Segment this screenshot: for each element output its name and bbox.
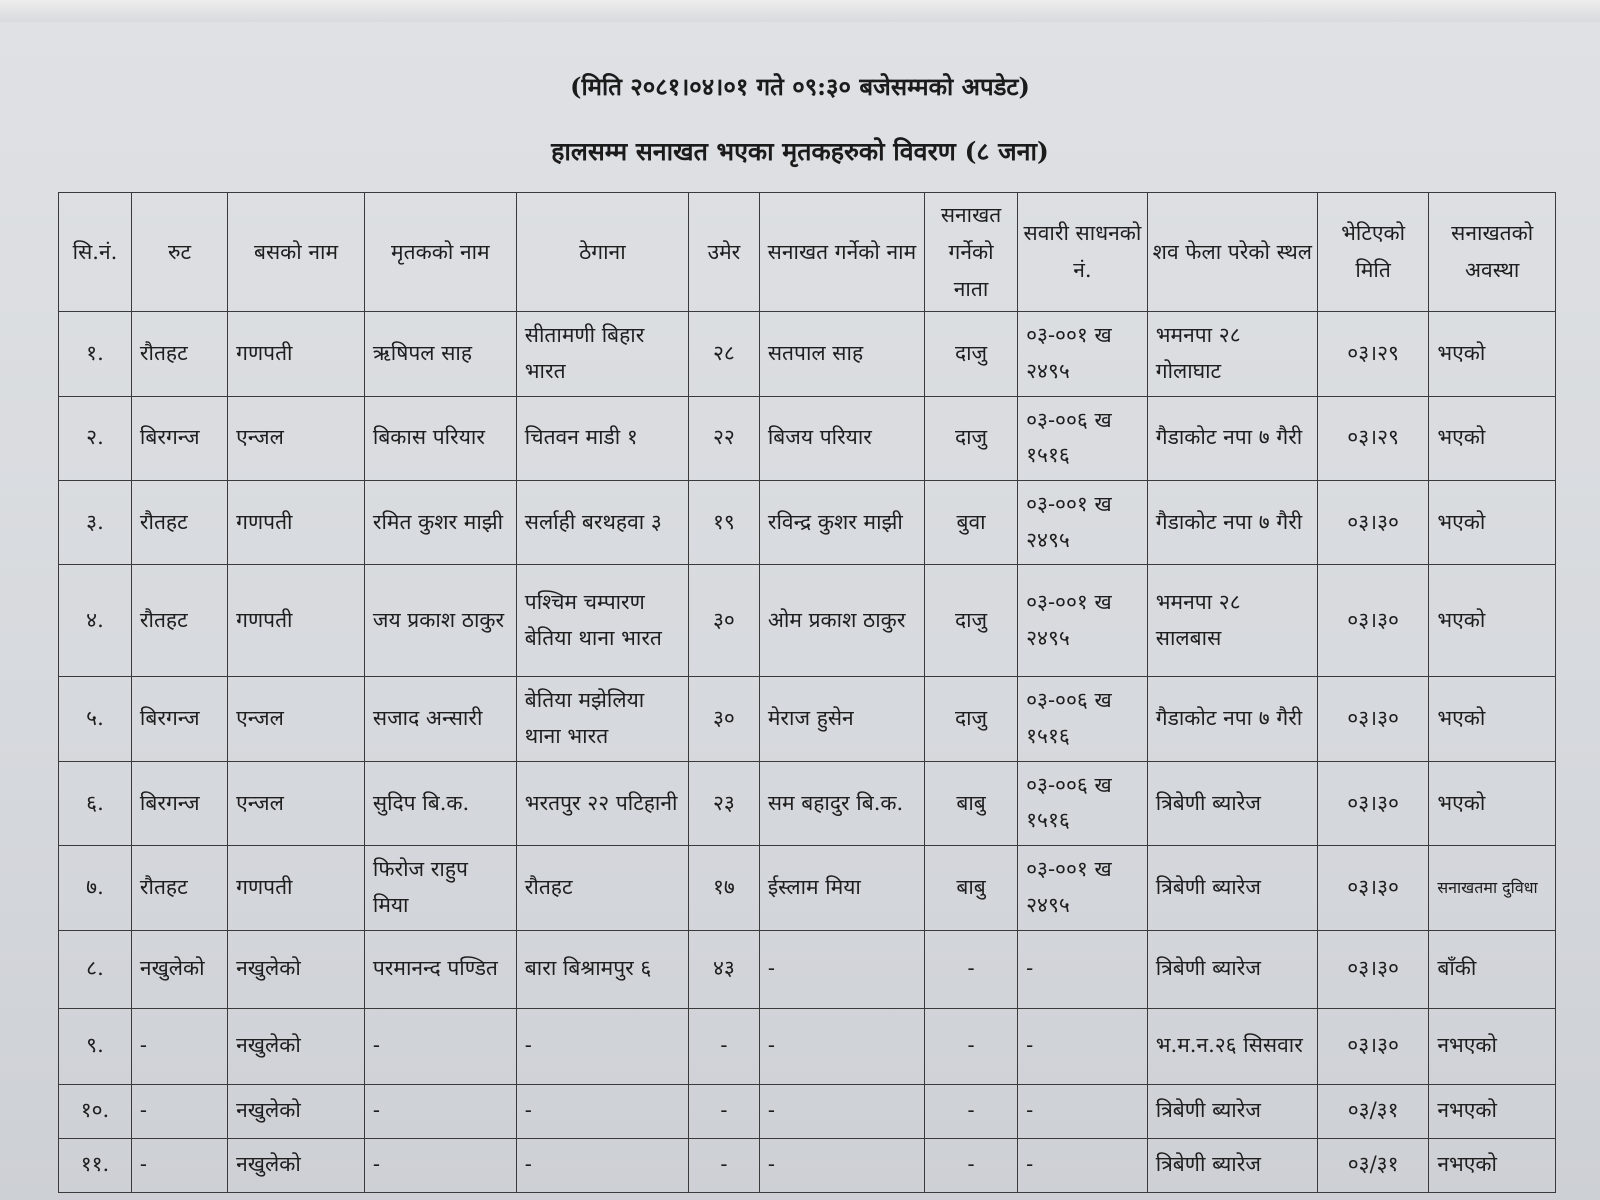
cell-address: सीतामणी बिहार भारत: [516, 312, 688, 396]
cell-address: चितवन माडी १: [516, 396, 688, 480]
cell-relation: दाजु: [924, 396, 1017, 480]
cell-date: ०३।२९: [1317, 396, 1428, 480]
cell-relation: बाबु: [924, 846, 1017, 930]
cell-route: रौतहट: [131, 565, 227, 677]
cell-address: भरतपुर २२ पटिहानी: [516, 761, 688, 845]
cell-sn: ११.: [59, 1138, 132, 1192]
cell-relation: दाजु: [924, 312, 1017, 396]
cell-status: भएको: [1429, 312, 1556, 396]
cell-place: त्रिबेणी ब्यारेज: [1147, 930, 1317, 1008]
cell-place: त्रिबेणी ब्यारेज: [1147, 846, 1317, 930]
col-header-date: भेटिएको मिति: [1317, 193, 1428, 312]
cell-status: सनाखतमा दुविधा: [1429, 846, 1556, 930]
cell-route: -: [131, 1138, 227, 1192]
cell-date: ०३/३१: [1317, 1138, 1428, 1192]
cell-vehicle: ०३-००६ ख १५१६: [1018, 761, 1148, 845]
col-header-sn: सि.नं.: [59, 193, 132, 312]
cell-name: -: [364, 1008, 516, 1084]
cell-vehicle: ०३-००१ ख २४९५: [1018, 481, 1148, 565]
cell-identifier: -: [759, 1138, 924, 1192]
table-row: [59, 565, 1556, 677]
cell-address: पश्चिम चम्पारण बेतिया थाना भारत: [516, 565, 688, 677]
cell-identifier: -: [759, 1084, 924, 1138]
cell-status: भएको: [1429, 677, 1556, 761]
col-header-vehicle: सवारी साधनको नं.: [1018, 193, 1148, 312]
cell-identifier: -: [759, 930, 924, 1008]
cell-sn: ६.: [59, 761, 132, 845]
cell-date: ०३।३०: [1317, 481, 1428, 565]
cell-vehicle: -: [1018, 930, 1148, 1008]
cell-status: नभएको: [1429, 1084, 1556, 1138]
col-header-identifier: सनाखत गर्नेको नाम: [759, 193, 924, 312]
cell-place: भमनपा २८ गोलाघाट: [1147, 312, 1317, 396]
col-header-route: रुट: [131, 193, 227, 312]
cell-age: -: [688, 1084, 759, 1138]
table-row: [59, 1138, 1556, 1192]
cell-vehicle: ०३-००६ ख १५१६: [1018, 396, 1148, 480]
col-header-address: ठेगाना: [516, 193, 688, 312]
page-top-edge: [0, 0, 1600, 22]
cell-name: -: [364, 1138, 516, 1192]
cell-place: भ.म.न.२६ सिसवार: [1147, 1008, 1317, 1084]
cell-age: -: [688, 1008, 759, 1084]
cell-age: २३: [688, 761, 759, 845]
cell-status: बाँकी: [1429, 930, 1556, 1008]
cell-relation: -: [924, 930, 1017, 1008]
cell-sn: ८.: [59, 930, 132, 1008]
table-row: [59, 481, 1556, 565]
page-title: हालसम्म सनाखत भएका मृतकहरुको विवरण (८ जना): [551, 137, 1049, 166]
cell-place: भमनपा २८ सालबास: [1147, 565, 1317, 677]
cell-address: सर्लाही बरथहवा ३: [516, 481, 688, 565]
cell-sn: ७.: [59, 846, 132, 930]
cell-date: ०३।३०: [1317, 846, 1428, 930]
cell-vehicle: ०३-००१ ख २४९५: [1018, 312, 1148, 396]
cell-identifier: रविन्द्र कुशर माझी: [759, 481, 924, 565]
cell-identifier: मेराज हुसेन: [759, 677, 924, 761]
col-header-place: शव फेला परेको स्थल: [1147, 193, 1317, 312]
cell-age: -: [688, 1138, 759, 1192]
cell-bus: एन्जल: [228, 396, 365, 480]
cell-place: गैडाकोट नपा ७ गैरी: [1147, 677, 1317, 761]
cell-place: गैडाकोट नपा ७ गैरी: [1147, 481, 1317, 565]
cell-bus: एन्जल: [228, 677, 365, 761]
col-header-age: उमेर: [688, 193, 759, 312]
cell-address: -: [516, 1084, 688, 1138]
cell-status: नभएको: [1429, 1008, 1556, 1084]
cell-name: रमित कुशर माझी: [364, 481, 516, 565]
table-row: [59, 312, 1556, 396]
cell-date: ०३।३०: [1317, 565, 1428, 677]
cell-vehicle: -: [1018, 1008, 1148, 1084]
cell-bus: नखुलेको: [228, 1138, 365, 1192]
cell-name: सजाद अन्सारी: [364, 677, 516, 761]
cell-route: नखुलेको: [131, 930, 227, 1008]
cell-age: १९: [688, 481, 759, 565]
cell-date: ०३।२९: [1317, 312, 1428, 396]
cell-name: बिकास परियार: [364, 396, 516, 480]
cell-relation: -: [924, 1138, 1017, 1192]
table-row: [59, 1084, 1556, 1138]
cell-identifier: -: [759, 1008, 924, 1084]
cell-vehicle: ०३-००६ ख १५१६: [1018, 677, 1148, 761]
cell-relation: दाजु: [924, 565, 1017, 677]
cell-route: -: [131, 1084, 227, 1138]
cell-age: ३०: [688, 677, 759, 761]
table-row: [59, 761, 1556, 845]
col-header-relation: सनाखत गर्नेको नाता: [924, 193, 1017, 312]
cell-bus: नखुलेको: [228, 930, 365, 1008]
cell-date: ०३।३०: [1317, 930, 1428, 1008]
cell-sn: ४.: [59, 565, 132, 677]
table-row: [59, 846, 1556, 930]
cell-sn: ९.: [59, 1008, 132, 1084]
cell-bus: गणपती: [228, 312, 365, 396]
cell-date: ०३।३०: [1317, 1008, 1428, 1084]
cell-bus: गणपती: [228, 565, 365, 677]
cell-age: ३०: [688, 565, 759, 677]
cell-age: १७: [688, 846, 759, 930]
cell-route: बिरगन्ज: [131, 396, 227, 480]
cell-address: बारा बिश्रामपुर ६: [516, 930, 688, 1008]
cell-route: -: [131, 1008, 227, 1084]
cell-status: भएको: [1429, 761, 1556, 845]
table-header-row: [59, 193, 1556, 312]
cell-name: सुदिप बि.क.: [364, 761, 516, 845]
cell-vehicle: ०३-००१ ख २४९५: [1018, 565, 1148, 677]
cell-bus: गणपती: [228, 846, 365, 930]
cell-name: परमानन्द पण्डित: [364, 930, 516, 1008]
cell-sn: ५.: [59, 677, 132, 761]
cell-relation: दाजु: [924, 677, 1017, 761]
cell-bus: एन्जल: [228, 761, 365, 845]
cell-bus: नखुलेको: [228, 1084, 365, 1138]
cell-relation: बुवा: [924, 481, 1017, 565]
table-row: [59, 1008, 1556, 1084]
cell-address: -: [516, 1008, 688, 1084]
cell-date: ०३।३०: [1317, 677, 1428, 761]
cell-vehicle: -: [1018, 1138, 1148, 1192]
cell-address: रौतहट: [516, 846, 688, 930]
cell-name: फिरोज राहुप मिया: [364, 846, 516, 930]
cell-bus: गणपती: [228, 481, 365, 565]
cell-identifier: सतपाल साह: [759, 312, 924, 396]
cell-status: भएको: [1429, 565, 1556, 677]
cell-place: त्रिबेणी ब्यारेज: [1147, 761, 1317, 845]
cell-status: नभएको: [1429, 1138, 1556, 1192]
cell-relation: -: [924, 1084, 1017, 1138]
cell-vehicle: -: [1018, 1084, 1148, 1138]
cell-route: बिरगन्ज: [131, 761, 227, 845]
cell-route: रौतहट: [131, 312, 227, 396]
cell-age: २२: [688, 396, 759, 480]
col-header-status: सनाखतको अवस्था: [1429, 193, 1556, 312]
cell-route: बिरगन्ज: [131, 677, 227, 761]
cell-sn: १.: [59, 312, 132, 396]
table-row: [59, 930, 1556, 1008]
cell-relation: बाबु: [924, 761, 1017, 845]
cell-route: रौतहट: [131, 481, 227, 565]
col-header-name: मृतकको नाम: [364, 193, 516, 312]
cell-identifier: बिजय परियार: [759, 396, 924, 480]
cell-identifier: सम बहादुर बि.क.: [759, 761, 924, 845]
cell-place: त्रिबेणी ब्यारेज: [1147, 1084, 1317, 1138]
cell-relation: -: [924, 1008, 1017, 1084]
cell-name: जय प्रकाश ठाकुर: [364, 565, 516, 677]
cell-date: ०३।३०: [1317, 761, 1428, 845]
cell-age: २८: [688, 312, 759, 396]
col-header-bus: बसको नाम: [228, 193, 365, 312]
cell-sn: ३.: [59, 481, 132, 565]
cell-sn: १०.: [59, 1084, 132, 1138]
cell-route: रौतहट: [131, 846, 227, 930]
cell-age: ४३: [688, 930, 759, 1008]
cell-bus: नखुलेको: [228, 1008, 365, 1084]
table-row: [59, 677, 1556, 761]
cell-date: ०३/३१: [1317, 1084, 1428, 1138]
cell-identifier: ओम प्रकाश ठाकुर: [759, 565, 924, 677]
cell-place: गैडाकोट नपा ७ गैरी: [1147, 396, 1317, 480]
cell-place: त्रिबेणी ब्यारेज: [1147, 1138, 1317, 1192]
cell-address: -: [516, 1138, 688, 1192]
cell-sn: २.: [59, 396, 132, 480]
cell-vehicle: ०३-००१ ख २४९५: [1018, 846, 1148, 930]
cell-identifier: ईस्लाम मिया: [759, 846, 924, 930]
cell-name: ऋषिपल साह: [364, 312, 516, 396]
cell-name: -: [364, 1084, 516, 1138]
cell-address: बेतिया मझेलिया थाना भारत: [516, 677, 688, 761]
deceased-details-table: [58, 192, 1556, 1193]
table-row: [59, 396, 1556, 480]
update-line: (मिति २०८१।०४।०१ गते ०९:३० बजेसम्मको अपडेट): [570, 72, 1030, 101]
document-page: [0, 22, 1600, 1200]
cell-status: भएको: [1429, 481, 1556, 565]
cell-status: भएको: [1429, 396, 1556, 480]
